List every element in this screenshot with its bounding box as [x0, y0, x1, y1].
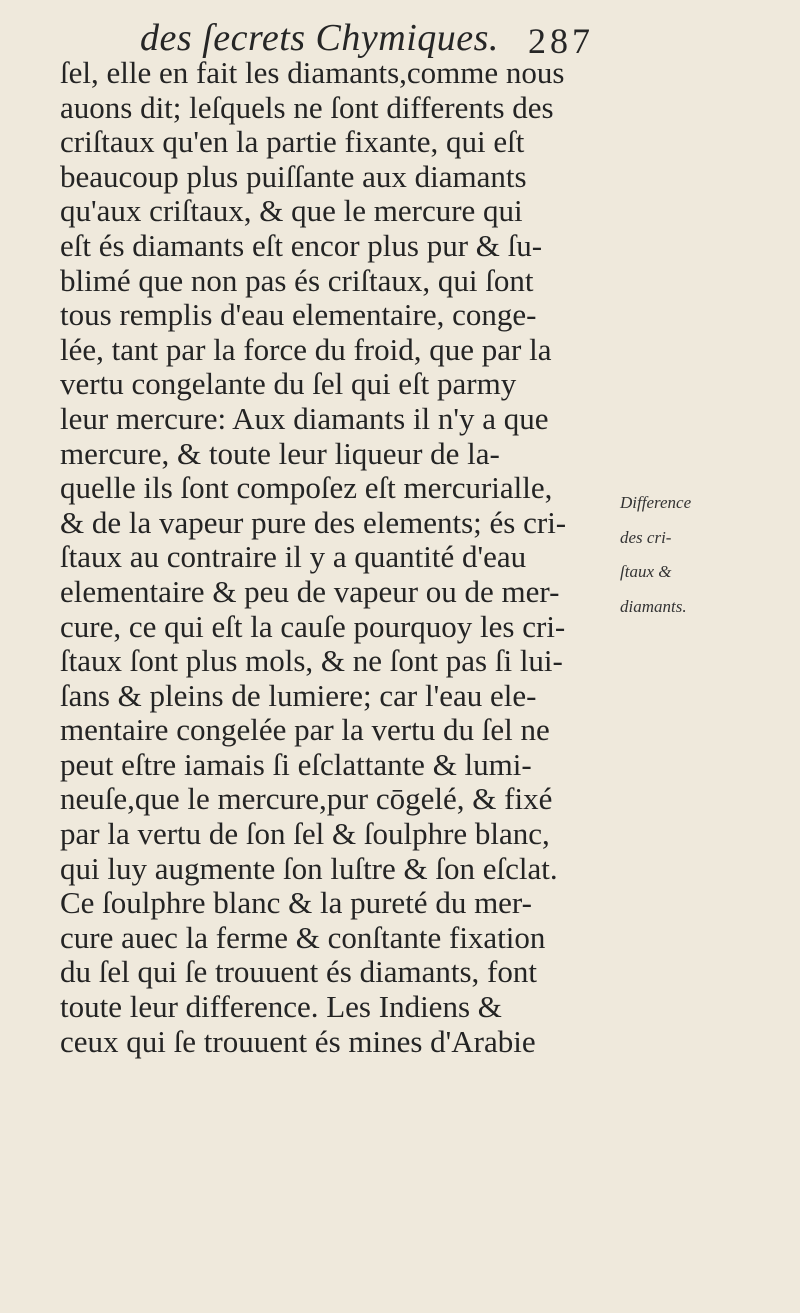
text-line: blimé que non pas és criſtaux, qui ſont [60, 262, 534, 298]
text-line: peut eſtre iamais ſi eſclattante & lumi- [60, 746, 532, 782]
text-line: ceux qui ſe trouuent és mines d'Arabie [60, 1023, 536, 1059]
text-line: toute leur difference. Les Indiens & [60, 989, 502, 1025]
text-line: neuſe,que le mercure,pur cōgelé, & fixé [60, 781, 553, 817]
margin-note-line: des cri- [620, 527, 672, 547]
text-line: Ce ſoulphre blanc & la pureté du mer- [60, 885, 532, 921]
text-line: qui luy augmente ſon luſtre & ſon eſclat. [60, 850, 558, 886]
text-line: cure, ce qui eſt la cauſe pourquoy les cri- [60, 608, 566, 644]
text-line: ſel, elle en fait les diamants,comme nous [60, 55, 565, 90]
text-line: du ſel qui ſe trouuent és diamants, font [60, 954, 537, 990]
text-line: beaucoup plus puiſſante aux diamants [60, 158, 527, 194]
text-line: eſt és diamants eſt encor plus pur & ſu- [60, 227, 543, 263]
text-line: criſtaux qu'en la partie fixante, qui eſt [60, 124, 525, 160]
margin-note [620, 486, 800, 624]
text-line: par la vertu de ſon ſel & ſoulphre blanc, [60, 816, 550, 852]
text-line: cure auec la ferme & conſtante fixation [60, 919, 546, 955]
text-line: elementaire & peu de vapeur ou de mer- [60, 573, 560, 609]
text-line: quelle ils ſont compoſez eſt mercurialle, [60, 470, 553, 506]
text-line: tous remplis d'eau elementaire, conge- [60, 297, 537, 333]
margin-note-line: Difference [620, 493, 692, 512]
running-head-title: des ſecrets Chymiques. [140, 17, 499, 59]
text-line: leur mercure: Aux diamants il n'y a que [60, 400, 549, 436]
margin-note-line: ſtaux & [620, 562, 672, 582]
text-line: auons dit; leſquels ne ſont differents des [60, 89, 554, 125]
text-line: vertu congelante du ſel qui eſt parmy [60, 366, 517, 402]
text-line: ſans & pleins de lumiere; car l'eau ele- [60, 677, 537, 713]
text-line: mentaire congelée par la vertu du ſel ne [60, 712, 550, 748]
text-line: lée, tant par la force du froid, que par la [60, 331, 552, 367]
text-line: & de la vapeur pure des elements; és cri- [60, 504, 567, 540]
text-line: ſtaux au contraire il y a quantité d'eau [60, 539, 527, 575]
text-line: mercure, & toute leur liqueur de la- [60, 435, 500, 471]
body-text [60, 56, 620, 1059]
page-number: 287 [528, 21, 594, 61]
text-line: qu'aux criſtaux, & que le mercure qui [60, 193, 523, 229]
text-line: ſtaux ſont plus mols, & ne ſont pas ſi lui- [60, 643, 563, 679]
margin-note-line: diamants. [620, 596, 687, 616]
